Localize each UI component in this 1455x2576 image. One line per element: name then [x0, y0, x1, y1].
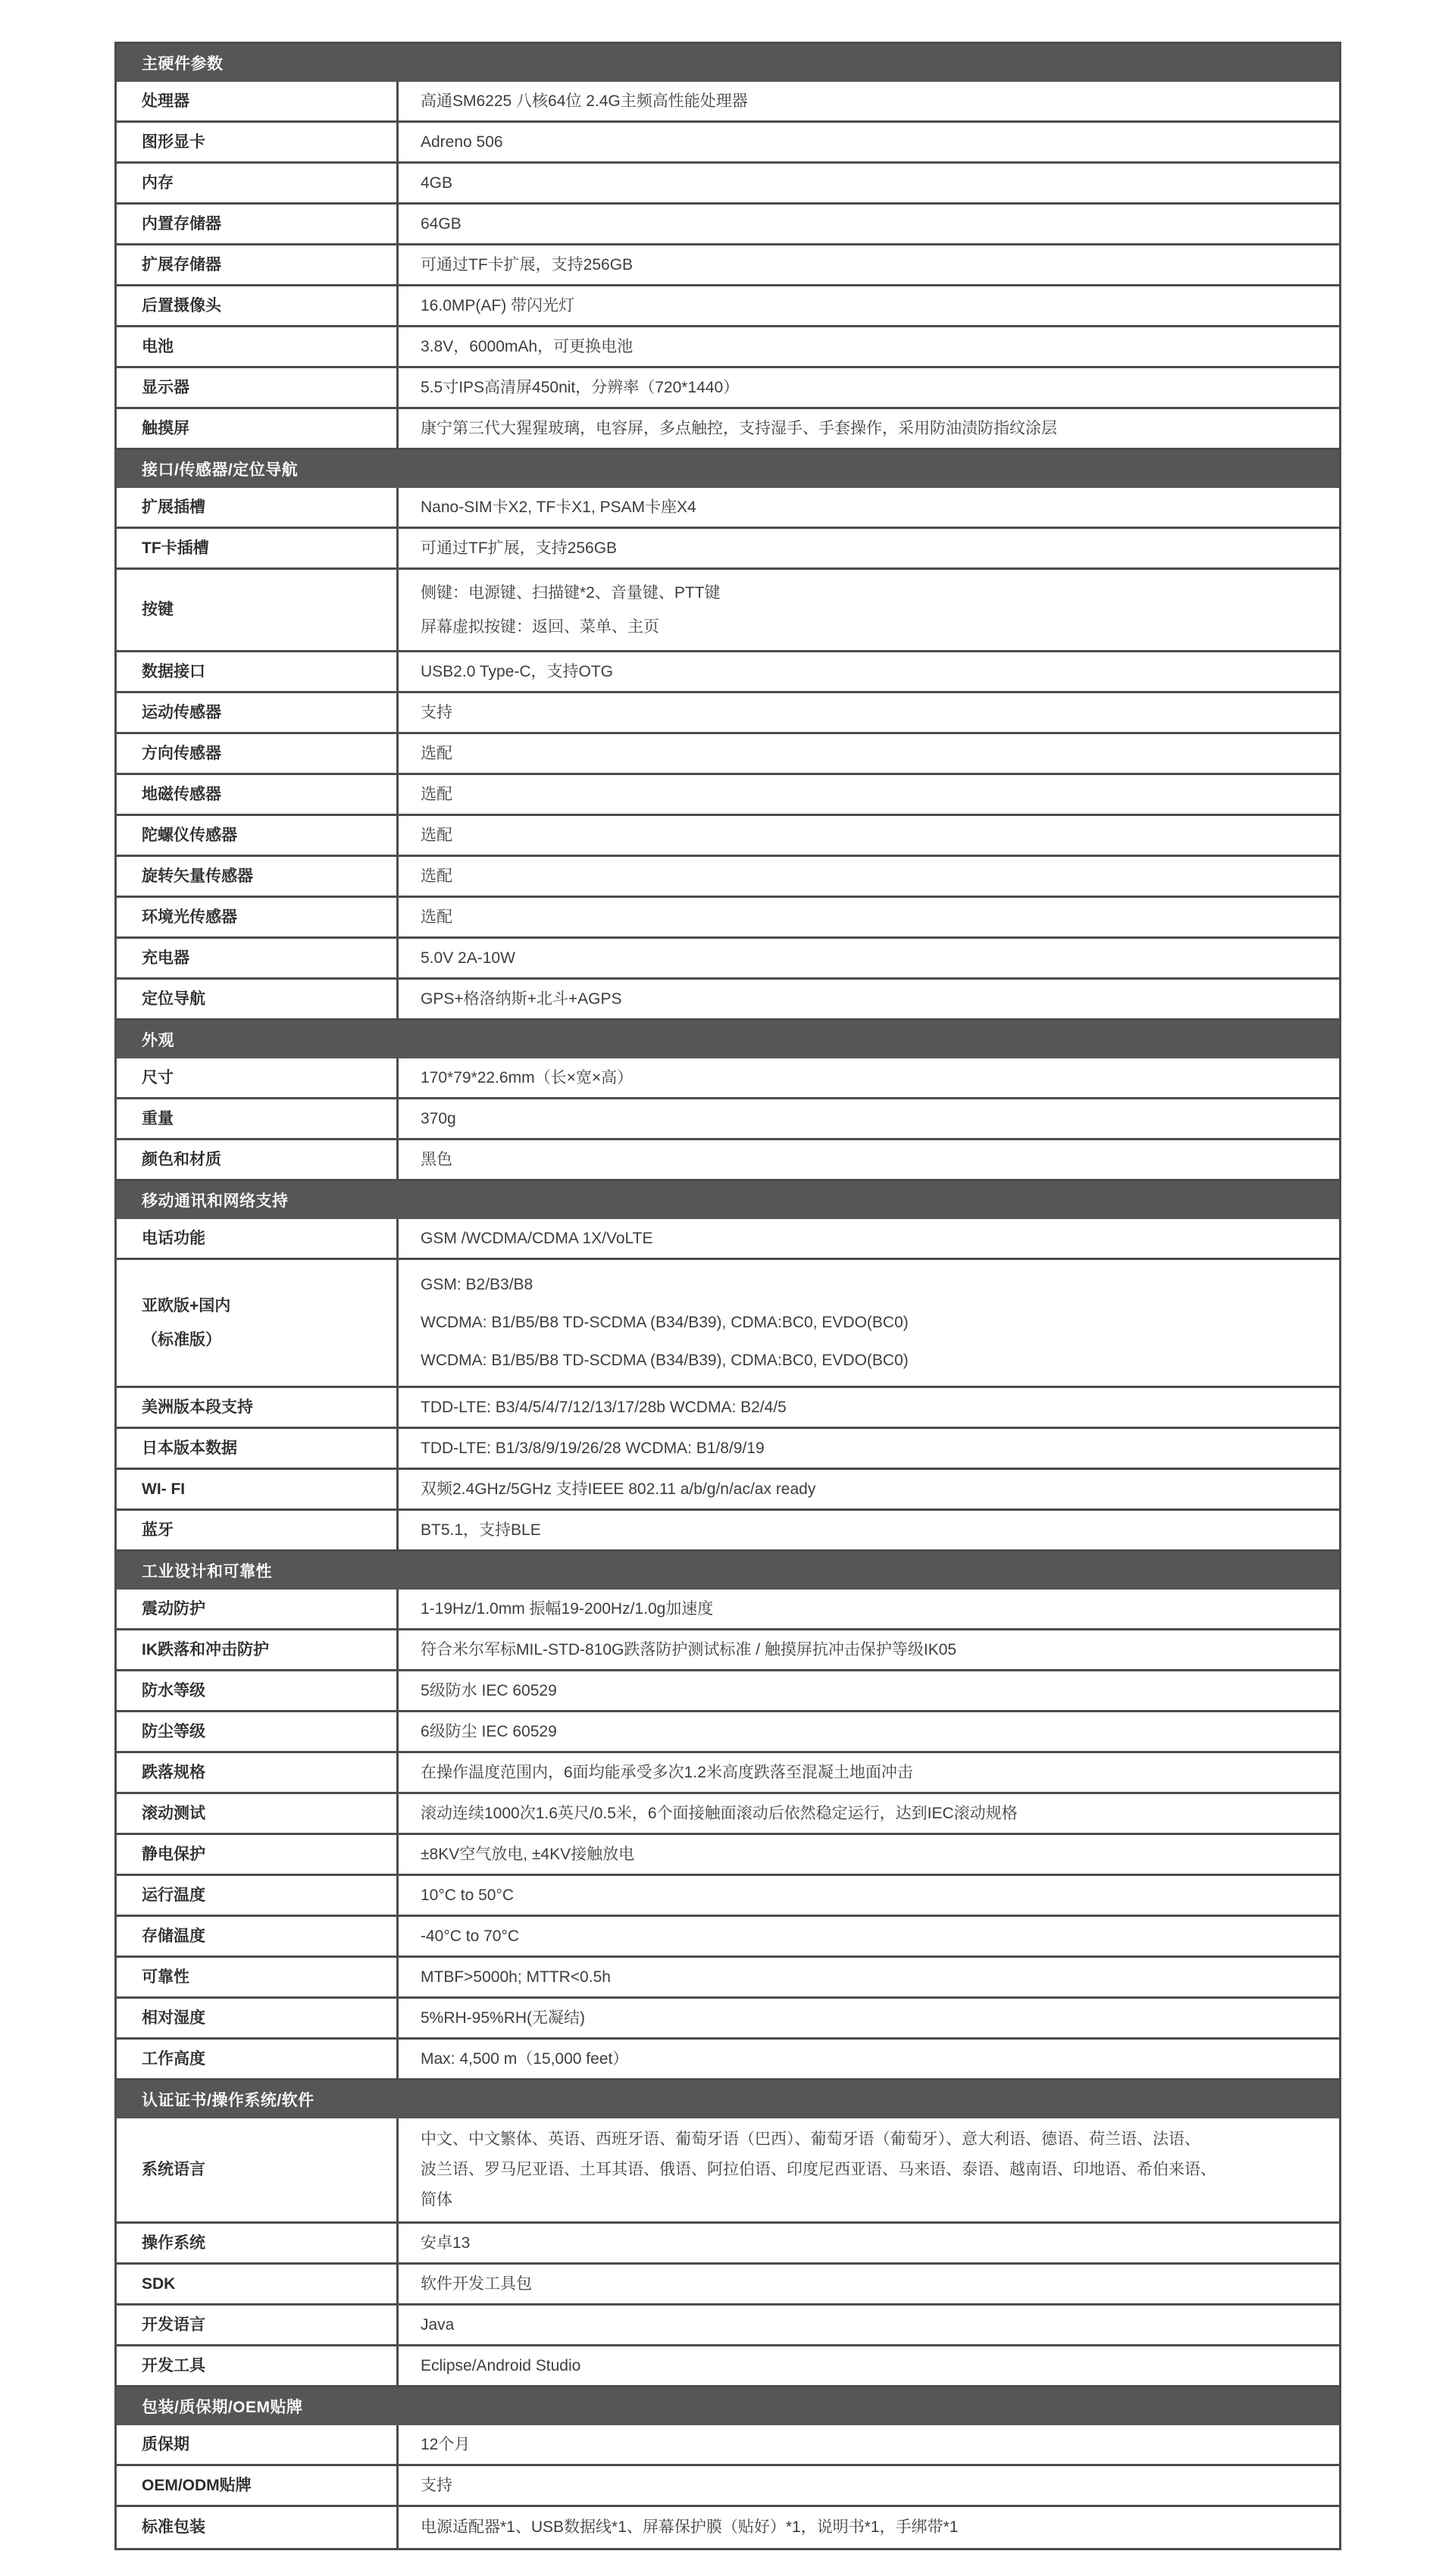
- row-value: 170*79*22.6mm（长×宽×高）: [421, 1068, 634, 1086]
- row-value: 选配: [421, 744, 452, 762]
- spec-row: [117, 570, 1339, 652]
- spec-row: [117, 1999, 1339, 2040]
- row-label: 质保期: [117, 2425, 399, 2464]
- row-label: 开发语言: [117, 2306, 399, 2344]
- spec-row: [117, 164, 1339, 205]
- section-header: 接口/传感器/定位导航: [117, 450, 1339, 488]
- spec-row: [117, 327, 1339, 368]
- value-line: 侧键：电源键、扫描键*2、音量键、PTT键: [421, 584, 721, 602]
- row-value: 5.0V 2A-10W: [421, 949, 515, 967]
- row-label: 运动传感器: [117, 693, 399, 732]
- row-value: 可通过TF扩展，支持256GB: [421, 539, 618, 557]
- row-value: 安卓13: [421, 2234, 471, 2252]
- section-header: 主硬件参数: [117, 44, 1339, 82]
- row-value: 370g: [421, 1109, 456, 1127]
- row-label: 工作高度: [117, 2040, 399, 2078]
- row-value: 在操作温度范围内，6面均能承受多次1.2米高度跌落至混凝土地面冲击: [421, 1763, 913, 1781]
- spec-row: [117, 734, 1339, 775]
- row-value: 16.0MP(AF) 带闪光灯: [421, 296, 575, 314]
- row-label: 扩展存储器: [117, 245, 399, 284]
- spec-row: [117, 1671, 1339, 1712]
- section-header: 移动通讯和网络支持: [117, 1181, 1339, 1219]
- spec-row: [117, 898, 1339, 939]
- label-line: （标准版）: [142, 1331, 221, 1349]
- spec-row: [117, 1511, 1339, 1552]
- spec-row: [117, 368, 1339, 409]
- spec-row: [117, 1712, 1339, 1753]
- row-value: 选配: [421, 867, 452, 885]
- section-header: 外观: [117, 1021, 1339, 1058]
- spec-row: [117, 1470, 1339, 1511]
- row-value: 6级防尘 IEC 60529: [421, 1722, 557, 1740]
- spec-row: [117, 1140, 1339, 1181]
- row-label: 运行温度: [117, 1876, 399, 1915]
- row-value: -40°C to 70°C: [421, 1927, 520, 1945]
- spec-row: [117, 1590, 1339, 1630]
- spec-row: [117, 939, 1339, 980]
- spec-row: [117, 2507, 1339, 2548]
- row-value: 电源适配器*1、USB数据线*1、屏幕保护膜（贴好）*1，说明书*1，手绑带*1: [421, 2518, 959, 2536]
- row-label: 震动防护: [117, 1590, 399, 1628]
- row-label: 触摸屏: [117, 409, 399, 448]
- row-label: 滚动测试: [117, 1794, 399, 1833]
- row-value: 选配: [421, 908, 452, 926]
- spec-row: [117, 286, 1339, 327]
- row-label: 图形显卡: [117, 123, 399, 161]
- row-value: Eclipse/Android Studio: [421, 2356, 581, 2374]
- spec-row: [117, 816, 1339, 857]
- row-label: 可靠性: [117, 1958, 399, 1996]
- spec-row: [117, 205, 1339, 245]
- row-label: SDK: [117, 2265, 399, 2303]
- spec-row: [117, 1794, 1339, 1835]
- row-value: Adreno 506: [421, 133, 503, 151]
- row-value: TDD-LTE: B1/3/8/9/19/26/28 WCDMA: B1/8/9/19: [421, 1439, 765, 1457]
- spec-row: [117, 2306, 1339, 2346]
- row-label: 操作系统: [117, 2224, 399, 2262]
- row-label: [117, 1260, 399, 1386]
- row-label: 标准包装: [117, 2507, 399, 2548]
- row-value: 3.8V，6000mAh，可更换电池: [421, 337, 634, 355]
- row-value: 软件开发工具包: [421, 2274, 532, 2293]
- row-label: 跌落规格: [117, 1753, 399, 1792]
- row-value: Max: 4,500 m（15,000 feet）: [421, 2049, 629, 2068]
- value-line: 波兰语、罗马尼亚语、土耳其语、俄语、阿拉伯语、印度尼西亚语、马来语、泰语、越南语、印地语、希伯来语、: [421, 2161, 1216, 2178]
- row-value: 5%RH-95%RH(无凝结): [421, 2009, 586, 2027]
- spec-row: [117, 775, 1339, 816]
- row-label: 颜色和材质: [117, 1140, 399, 1179]
- row-value: 康宁第三代大猩猩玻璃，电容屏，多点触控，支持湿手、手套操作，采用防油渍防指纹涂层: [421, 419, 1057, 437]
- spec-row: [117, 529, 1339, 570]
- row-value: [399, 570, 1339, 650]
- row-label: 尺寸: [117, 1058, 399, 1097]
- row-value: 符合米尔军标MIL-STD-810G跌落防护测试标准 / 触摸屏抗冲击保护等级IK05: [421, 1640, 957, 1658]
- spec-row: [117, 2118, 1339, 2224]
- row-value: Java: [421, 2315, 455, 2334]
- row-label: 后置摄像头: [117, 286, 399, 325]
- spec-row: [117, 82, 1339, 123]
- row-value: GSM /WCDMA/CDMA 1X/VoLTE: [421, 1229, 653, 1247]
- spec-row: [117, 488, 1339, 529]
- label-line: 亚欧版+国内: [142, 1297, 231, 1315]
- row-label: 显示器: [117, 368, 399, 407]
- row-label: 美洲版本段支持: [117, 1388, 399, 1427]
- row-value: 12个月: [421, 2435, 471, 2453]
- value-line: GSM: B2/B3/B8: [421, 1276, 534, 1293]
- row-label: 防尘等级: [117, 1712, 399, 1751]
- row-value: 支持: [421, 703, 452, 721]
- row-value: TDD-LTE: B3/4/5/4/7/12/13/17/28b WCDMA: B2/4/5: [421, 1398, 787, 1416]
- row-label: TF卡插槽: [117, 529, 399, 567]
- section-header: 包装/质保期/OEM贴牌: [117, 2387, 1339, 2425]
- spec-row: [117, 123, 1339, 164]
- row-label: 旋转矢量传感器: [117, 857, 399, 896]
- row-value: GPS+格洛纳斯+北斗+AGPS: [421, 989, 622, 1008]
- spec-row: [117, 1835, 1339, 1876]
- spec-row: [117, 1388, 1339, 1429]
- row-value: [399, 2118, 1339, 2221]
- row-value: USB2.0 Type-C，支持OTG: [421, 662, 614, 680]
- row-value: 10°C to 50°C: [421, 1886, 515, 1904]
- row-value: BT5.1，支持BLE: [421, 1521, 541, 1539]
- section-header: 工业设计和可靠性: [117, 1552, 1339, 1590]
- row-value: 可通过TF卡扩展，支持256GB: [421, 255, 634, 274]
- spec-row: [117, 1630, 1339, 1671]
- spec-row: [117, 1429, 1339, 1470]
- row-label: 内置存储器: [117, 205, 399, 243]
- row-label: 存储温度: [117, 1917, 399, 1955]
- row-value: 1-19Hz/1.0mm 振幅19-200Hz/1.0g加速度: [421, 1599, 714, 1618]
- value-line: 简体: [421, 2191, 452, 2209]
- row-label: 防水等级: [117, 1671, 399, 1710]
- spec-row: [117, 693, 1339, 734]
- row-label: OEM/ODM贴牌: [117, 2466, 399, 2505]
- spec-row: [117, 245, 1339, 286]
- spec-row: [117, 1876, 1339, 1917]
- spec-table: [114, 42, 1341, 2550]
- row-value: MTBF>5000h; MTTR<0.5h: [421, 1968, 611, 1986]
- row-value: 4GB: [421, 174, 453, 192]
- spec-row: [117, 2466, 1339, 2507]
- row-label: 陀螺仪传感器: [117, 816, 399, 855]
- spec-row: [117, 2040, 1339, 2080]
- row-label: 蓝牙: [117, 1511, 399, 1549]
- spec-row: [117, 1917, 1339, 1958]
- value-line: WCDMA: B1/B5/B8 TD-SCDMA (B34/B39), CDMA:BC0, EVDO(BC0): [421, 1352, 909, 1369]
- spec-row: [117, 1753, 1339, 1794]
- row-label: 环境光传感器: [117, 898, 399, 936]
- row-value: [399, 1260, 1339, 1386]
- spec-row: [117, 980, 1339, 1021]
- row-label: 处理器: [117, 82, 399, 120]
- row-label: 方向传感器: [117, 734, 399, 773]
- spec-row: [117, 2346, 1339, 2387]
- row-value: 5.5寸IPS高清屏450nit，分辨率（720*1440）: [421, 378, 740, 396]
- row-label: 静电保护: [117, 1835, 399, 1874]
- row-label: 充电器: [117, 939, 399, 977]
- spec-row: [117, 409, 1339, 450]
- spec-row: [117, 2265, 1339, 2306]
- spec-row: [117, 1099, 1339, 1140]
- spec-row: [117, 1958, 1339, 1999]
- value-line: 屏幕虚拟按键：返回、菜单、主页: [421, 618, 659, 636]
- row-value: 5级防水 IEC 60529: [421, 1681, 557, 1699]
- section-header: 认证证书/操作系统/软件: [117, 2080, 1339, 2118]
- row-label: 数据接口: [117, 652, 399, 691]
- row-label: 内存: [117, 164, 399, 202]
- row-value: ±8KV空气放电, ±4KV接触放电: [421, 1845, 635, 1863]
- row-label: 扩展插槽: [117, 488, 399, 527]
- row-label: 系统语言: [117, 2118, 399, 2221]
- spec-row: [117, 1219, 1339, 1260]
- spec-row: [117, 2425, 1339, 2466]
- row-value: 高通SM6225 八核64位 2.4G主频高性能处理器: [421, 92, 748, 110]
- row-value: 64GB: [421, 214, 462, 233]
- row-label: IK跌落和冲击防护: [117, 1630, 399, 1669]
- row-value: Nano-SIM卡X2, TF卡X1, PSAM卡座X4: [421, 498, 696, 516]
- row-label: 日本版本数据: [117, 1429, 399, 1468]
- row-label: 重量: [117, 1099, 399, 1138]
- row-label: WI- FI: [117, 1470, 399, 1508]
- row-value: 双频2.4GHz/5GHz 支持IEEE 802.11 a/b/g/n/ac/ax ready: [421, 1480, 816, 1498]
- value-line: 中文、中文繁体、英语、西班牙语、葡萄牙语（巴西）、葡萄牙语（葡萄牙）、意大利语、德语、荷兰语、法语、: [421, 2131, 1200, 2148]
- value-line: WCDMA: B1/B5/B8 TD-SCDMA (B34/B39), CDMA:BC0, EVDO(BC0): [421, 1314, 909, 1331]
- row-label: 电话功能: [117, 1219, 399, 1258]
- row-label: 开发工具: [117, 2346, 399, 2385]
- spec-row: [117, 652, 1339, 693]
- row-value: 选配: [421, 785, 452, 803]
- row-label: 定位导航: [117, 980, 399, 1018]
- spec-row: [117, 857, 1339, 898]
- row-value: 滚动连续1000次1.6英尺/0.5米，6个面接触面滚动后依然稳定运行，达到IEC滚动规格: [421, 1804, 1018, 1822]
- row-label: 按键: [117, 570, 399, 650]
- row-value: 选配: [421, 826, 452, 844]
- row-label: 地磁传感器: [117, 775, 399, 814]
- row-label: 相对湿度: [117, 1999, 399, 2037]
- row-value: 黑色: [421, 1150, 452, 1168]
- row-value: 支持: [421, 2476, 452, 2494]
- spec-row: [117, 1260, 1339, 1388]
- spec-row: [117, 2224, 1339, 2265]
- row-label: 电池: [117, 327, 399, 366]
- spec-row: [117, 1058, 1339, 1099]
